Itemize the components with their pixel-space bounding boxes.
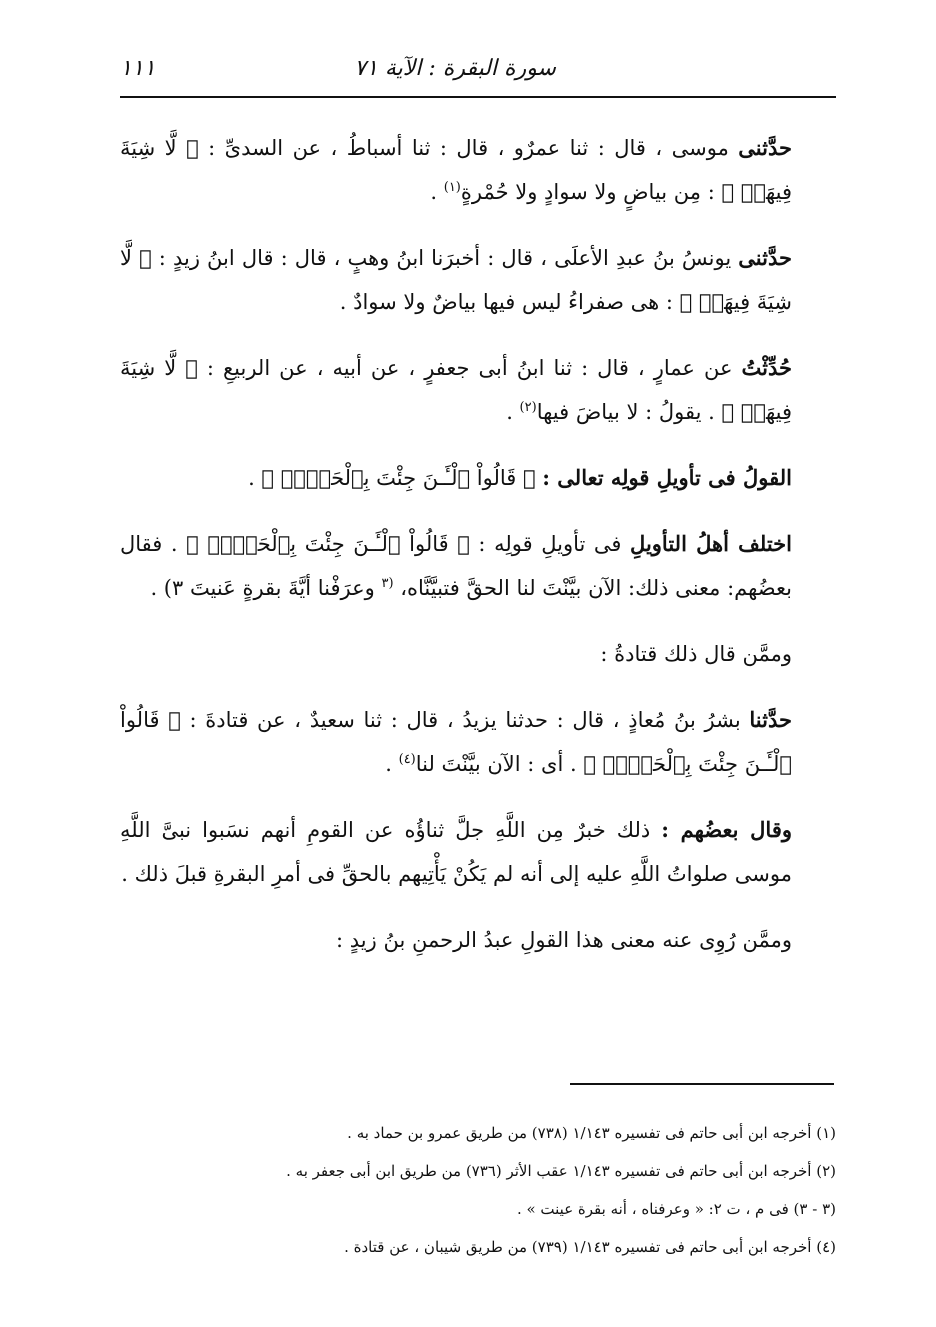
paragraph-text: عن عمارٍ ، قال : ثنا ابنُ أبى جعفرٍ ، عن أبيه ، عن الربيعِ : ﴿ لَّا شِيَةَ فِيهَاۚ ﴾ . يقولُ : لا بياضَ فيها <box>120 356 792 424</box>
page-number: ١١١ <box>120 56 156 81</box>
footnote: (٣ - ٣) فى م ، ت ٢: « وعرفناه ، أنه بقرة عينت » . <box>516 1200 836 1218</box>
footnote: (١) أخرجه ابن أبى حاتم فى تفسيره ١/١٤٣ (٧٣٨) من طريق عمرو بن حماد به . <box>347 1124 836 1142</box>
paragraph <box>120 808 836 896</box>
page-header <box>120 52 836 98</box>
paragraph-tail: . <box>506 400 520 424</box>
paragraph-lead: حدَّثنى <box>738 135 792 160</box>
paragraph-text: موسى ، قال : ثنا عمرٌو ، قال : ثنا أسباطُ ، عن السدىِّ : ﴿ لَّا شِيَةَ فِيهَاۚ ﴾ : مِن بياضٍ ولا سوادٍ ولا حُمْرةٍ <box>120 136 792 204</box>
main-text <box>120 126 836 984</box>
paragraph-lead: حدَّثنى <box>738 245 792 270</box>
paragraph-text: يونسُ بنُ عبدِ الأعلَى ، قال : أخبرَنا ابنُ وهبٍ ، قال : قال ابنُ زيدٍ : ﴿ لَّا شِيَةَ فِيهَاۚ ﴾ : هى صفراءُ ليس فيها بياضٌ ولا سوادٌ . <box>120 246 792 314</box>
footnote-ref: (١) <box>443 180 461 195</box>
running-title: سورة البقرة : الآية ٧١ <box>354 56 556 81</box>
footnote-ref: (٤) <box>398 752 416 767</box>
paragraph-text: وممَّن رُوِى عنه معنى هذا القولِ عبدُ الرحمنِ بنُ زيدٍ : <box>336 928 792 952</box>
section-heading <box>120 456 836 500</box>
paragraph-lead: وقال بعضُهم : <box>661 817 793 842</box>
paragraph-tail: وعرَفْنا أيَّةَ بقرةٍ عَنيتَ ٣) . <box>150 576 382 600</box>
paragraph <box>120 632 836 676</box>
paragraph <box>120 522 836 610</box>
paragraph <box>120 236 836 324</box>
paragraph <box>120 126 836 214</box>
footnote-divider <box>570 1083 834 1085</box>
paragraph <box>120 918 836 962</box>
footnotes <box>120 1118 836 1270</box>
footnote-ref: (٢) <box>519 400 537 415</box>
paragraph-text: وممَّن قال ذلك قتادةُ : <box>600 642 792 666</box>
paragraph-lead: حدَّثنا <box>749 707 792 732</box>
footnote: (٤) أخرجه ابن أبى حاتم فى تفسيره ١/١٤٣ (٧٣٩) من طريق شيبان ، عن قتادة . <box>344 1238 836 1256</box>
footnote: (٢) أخرجه ابن أبى حاتم فى تفسيره ١/١٤٣ عقب الأثر (٧٣٦) من طريق ابن أبى جعفر به . <box>286 1162 836 1180</box>
heading-verse: ﴿ قَالُواْ ٱلْـَٔـنَ جِئْتَ بِٱلْحَقِّۚ ﴾ . <box>248 466 543 490</box>
paragraph <box>120 346 836 434</box>
heading-lead: القولُ فى تأويلِ قولِه تعالى : <box>542 465 792 490</box>
footnote-ref: (٣ <box>381 576 394 591</box>
paragraph-lead: حُدِّثْتُ <box>741 355 792 380</box>
paragraph-tail: . <box>430 180 444 204</box>
paragraph-text: فى تأويلِ قولِه : ﴿ قَالُواْ ٱلْـَٔـنَ جِئْتَ بِٱلْحَقِّۚ ﴾ . فقال بعضُهم: معنى ذلك: الآن بيَّنْتَ لنا الحقَّ فتبيَّنَّاه، <box>120 532 792 600</box>
paragraph-text: ذلك خبرٌ مِن اللَّهِ جلَّ ثناؤُه عن القومِ أنهم نسَبوا نبىَّ اللَّهِ موسى صلواتُ اللَّهِ عليه إلى أنه لم يَكُنْ يَأْتِيهم بالحقِّ فى أمرِ البقرةِ قبلَ ذلك . <box>120 818 792 886</box>
paragraph-lead: اختلف أهلُ التأويلِ <box>630 531 792 556</box>
paragraph-text: بشرُ بنُ مُعاذٍ ، قال : حدثنا يزيدُ ، قال : ثنا سعيدٌ ، عن قتادةَ : ﴿ قَالُواْ ٱلْـَٔـنَ جِئْتَ بِٱلْحَقِّۚ ﴾ . أى : الآن بيَّنْتَ لنا <box>120 708 792 776</box>
paragraph <box>120 698 836 786</box>
paragraph-tail: . <box>385 752 399 776</box>
